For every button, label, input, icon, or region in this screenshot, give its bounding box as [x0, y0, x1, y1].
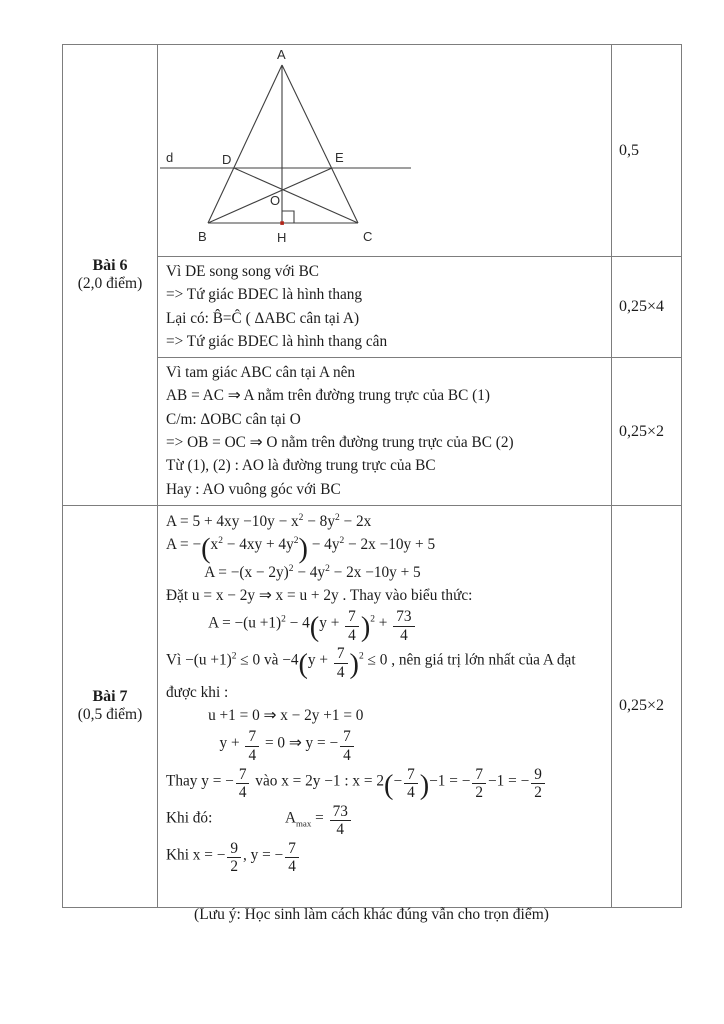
geometry-figure-cell — [158, 45, 612, 257]
bai6-perpendicular-proof — [158, 358, 612, 506]
solution-line: được khi : — [166, 684, 229, 702]
solution-line: => Tứ giác BDEC là hình thang cân — [166, 332, 388, 350]
point-H-dot — [280, 221, 284, 225]
label-E: E — [335, 150, 344, 165]
footer-note: (Lưu ý: Học sinh làm cách khác đúng vẫn cho trọn điểm) — [194, 906, 549, 923]
label-D: D — [222, 152, 232, 167]
score-bai7-row: 0,25×2 — [612, 505, 682, 907]
bai6-points: (2,0 điểm) — [77, 274, 143, 292]
score-perpendicular-row: 0,25×2 — [612, 358, 682, 506]
solution-line: Vì $-(u +1)^2 \le 0$ và −4(y + $\frac{7}{4}$ )$^2$ ≤ 0 , nên giá trị lớn nhất của A đạt — [166, 645, 576, 681]
solution-line: Vì tam giác ABC cân tại A nên — [166, 364, 356, 382]
solution-line: C/m: ΔOBC cân tại O — [166, 410, 301, 428]
triangle-figure — [158, 45, 612, 251]
solution-line: Khi x = − $\frac{9}{2}$ , y = − $\frac{7}{4}$ — [166, 840, 603, 876]
solution-line: $A = -(x^2 - 4xy + 4y^2) - 4y^2 - 2x -10y + 5$ — [166, 533, 436, 565]
score-figure-row: 0,5 — [612, 45, 682, 257]
segment-DC — [234, 168, 358, 223]
label-A: A — [277, 47, 286, 62]
score-trapezoid-row: 0,25×4 — [612, 257, 682, 358]
solution-line: Khi đó: $A_{max}$ = $\frac{73}{4}$ — [166, 803, 603, 839]
label-H: H — [277, 230, 287, 245]
bai7-points: (0,5 điểm) — [77, 706, 143, 724]
solution-line: $A = 5 + 4xy -10y - x^2 - 8y^2 - 2x$ — [166, 512, 372, 530]
solution-line: => Tứ giác BDEC là hình thang — [166, 286, 363, 304]
solution-line: Đặt u = x − 2y ⇒ x = u + 2y . Thay vào biểu thức: — [166, 587, 473, 605]
solution-line: AB = AC ⇒ A nằm trên đường trung trực của BC (1) — [166, 387, 490, 405]
label-d: d — [166, 150, 174, 165]
solution-line: $A = -(u +1)^2 - 4(y$ + $\frac{7}{4}$ )$^2$ + $\frac{73}{4}$ — [166, 608, 603, 644]
bai7-title: Bài 7 — [92, 688, 128, 706]
solution-line: Từ (1), (2) : AO là đường trung trực của BC — [166, 457, 436, 475]
solution-line: u +1 = 0 ⇒ x − 2y +1 = 0 — [166, 707, 364, 725]
segment-AC — [282, 65, 358, 223]
solution-line: Lại có: B̂=Ĉ ( ΔABC cân tại A) — [166, 309, 360, 327]
right-angle-mark — [282, 211, 294, 223]
label-O: O — [270, 193, 281, 208]
bai7-solution — [158, 505, 612, 907]
solution-line: Hay : AO vuông góc với BC — [166, 480, 341, 498]
bai6-trapezoid-proof — [158, 257, 612, 358]
bai7-label-cell — [63, 505, 158, 907]
solution-line: y + $\frac{7}{4}$ = 0 ⇒ y = − $\frac{7}{4}$ — [166, 728, 603, 764]
label-B: B — [198, 229, 207, 244]
bai6-title: Bài 6 — [92, 256, 128, 274]
solution-line: Thay y = − $\frac{7}{4}$ vào x = 2y −1 : x = 2(− $\frac{7}{4}$ )−1 = − $\frac{7}{2}$ −1 = − $\frac{9}{2}$ — [166, 766, 603, 802]
solution-line: Vì DE song song với BC — [166, 263, 319, 280]
solution-line: => OB = OC ⇒ O nằm trên đường trung trực của BC (2) — [166, 434, 514, 452]
label-C: C — [363, 229, 373, 244]
solution-line: $A = -(x - 2y)^2 - 4y^2 - 2x -10y + 5$ — [166, 564, 421, 582]
answer-table — [62, 44, 682, 908]
bai6-label-cell — [63, 45, 158, 506]
